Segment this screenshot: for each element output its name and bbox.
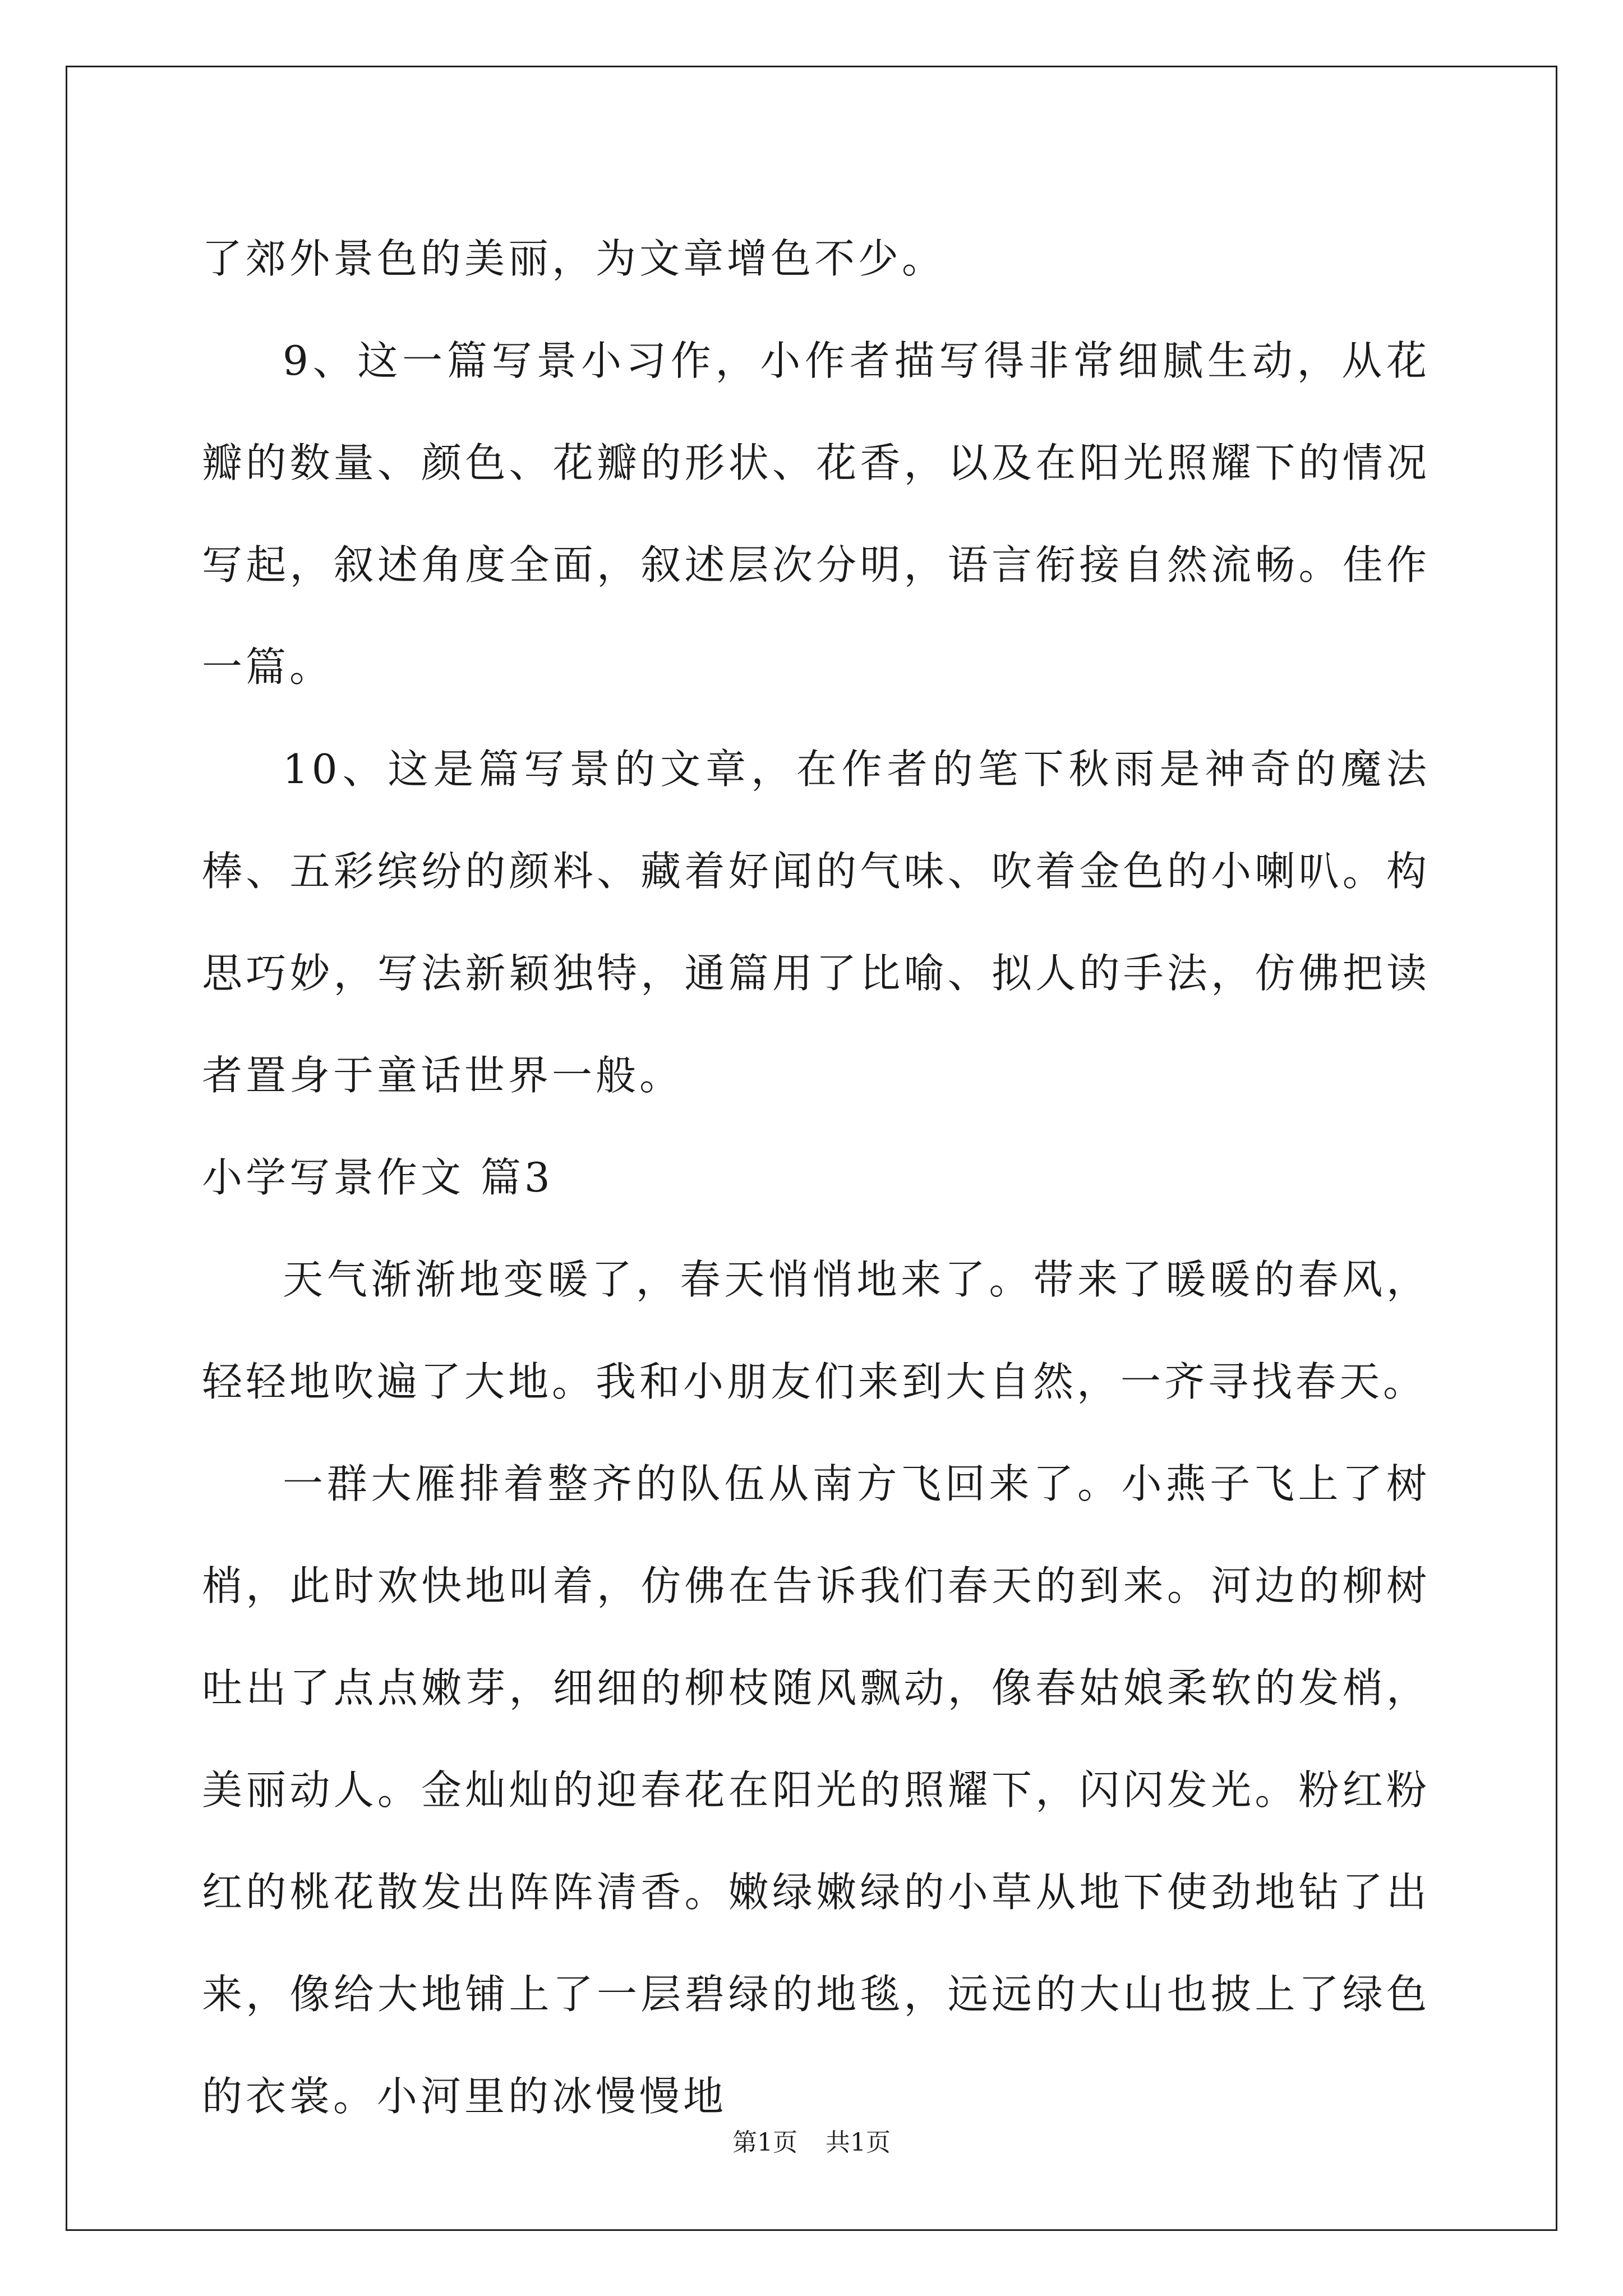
- paragraph-spring-scene: 一群大雁排着整齐的队伍从南方飞回来了。小燕子飞上了树梢，此时欢快地叫着，仿佛在告诉我们春天的到来。河边的柳树吐出了点点嫩芽，细细的柳枝随风飘动，像春姑娘柔软的发梢，美丽动人。金灿灿的迎春花在阳光的照耀下，闪闪发光。粉红粉红的桃花散发出阵阵清香。嫩绿嫩绿的小草从地下使劲地钻了出来，像给大地铺上了一层碧绿的地毯，远远的大山也披上了绿色的衣裳。小河里的冰慢慢地: [202, 1460, 1430, 2120]
- page-total: 共1页: [826, 2128, 891, 2157]
- paragraph-comment-10: 10、这是篇写景的文章，在作者的笔下秋雨是神奇的魔法棒、五彩缤纷的颜料、藏着好闻的气味、吹着金色的小喇叭。构思巧妙，写法新颖独特，通篇用了比喻、拟人的手法，仿佛把读者置身于童话世界一般。: [202, 746, 1430, 1099]
- paragraph-continuation: 了郊外景色的美丽，为文章增色不少。: [202, 235, 946, 282]
- page-footer: [0, 2126, 1623, 2160]
- section-heading: 小学写景作文 篇3: [202, 1154, 554, 1201]
- paragraph-spring-intro: 天气渐渐地变暖了，春天悄悄地来了。带来了暖暖的春风，轻轻地吹遍了大地。我和小朋友们来到大自然，一齐寻找春天。: [202, 1256, 1430, 1405]
- page-number: 第1页: [732, 2128, 797, 2157]
- paragraph-comment-9: 9、这一篇写景小习作，小作者描写得非常细腻生动，从花瓣的数量、颜色、花瓣的形状、花香，以及在阳光照耀下的情况写起，叙述角度全面，叙述层次分明，语言衔接自然流畅。佳作一篇。: [202, 337, 1430, 691]
- document-body: [202, 208, 1430, 2147]
